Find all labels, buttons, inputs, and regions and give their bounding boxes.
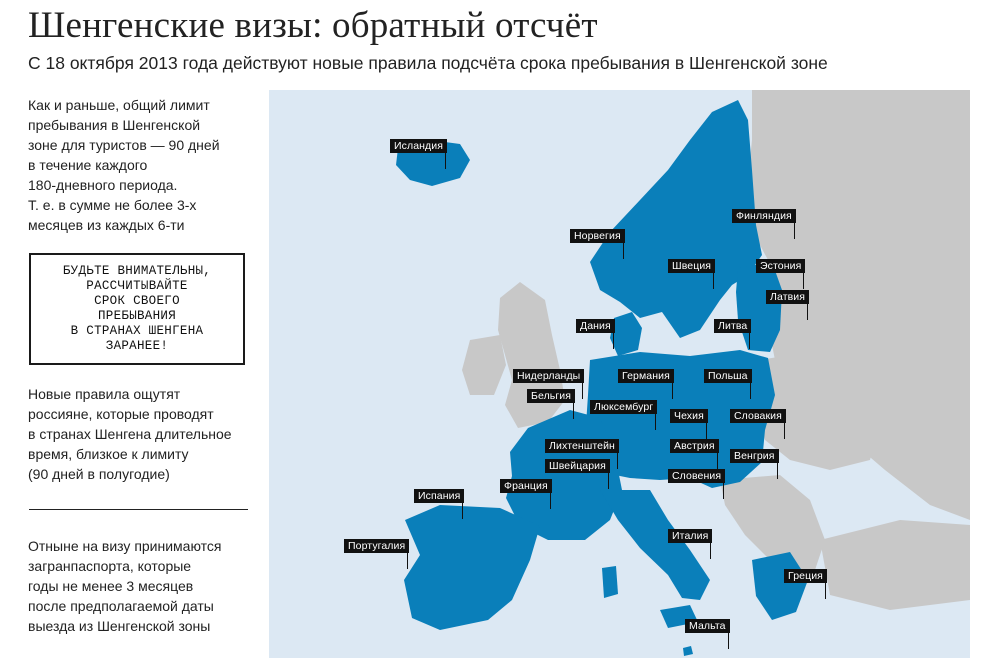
label-pointer-netherlands	[582, 383, 583, 399]
label-pointer-norway	[623, 243, 624, 259]
country-label-france: Франция	[500, 479, 552, 493]
label-pointer-italy	[710, 543, 711, 559]
label-pointer-germany	[672, 383, 673, 399]
country-label-hungary: Венгрия	[730, 449, 779, 463]
country-label-switzerland: Швейцария	[545, 459, 610, 473]
sidebar-divider	[29, 509, 248, 510]
country-label-austria: Австрия	[670, 439, 719, 453]
country-label-netherlands: Нидерланды	[513, 369, 584, 383]
label-pointer-portugal	[407, 553, 408, 569]
label-pointer-austria	[717, 453, 718, 469]
label-pointer-latvia	[807, 304, 808, 320]
label-pointer-france	[550, 493, 551, 509]
label-pointer-greece	[825, 583, 826, 599]
country-label-iceland: Исландия	[390, 139, 447, 153]
label-pointer-estonia	[803, 273, 804, 289]
intro-paragraph: Как и раньше, общий лимит пребывания в Шенгенской зоне для туристов — 90 дней в течение каждого 180-дневного периода. Т. е. в сумме не более 3-х месяцев из каждых 6-ти	[28, 97, 220, 233]
label-pointer-denmark	[613, 333, 614, 349]
page-subtitle: С 18 октября 2013 года действуют новые правила подсчёта срока пребывания в Шенгенской зоне	[28, 53, 828, 73]
country-label-portugal: Португалия	[344, 539, 409, 553]
page-title: Шенгенские визы: обратный отсчёт	[28, 5, 598, 46]
label-pointer-slovakia	[784, 423, 785, 439]
country-label-liechtenstein: Лихтенштейн	[545, 439, 619, 453]
label-pointer-switzerland	[608, 473, 609, 489]
label-pointer-slovenia	[723, 483, 724, 499]
country-label-greece: Греция	[784, 569, 827, 583]
country-label-belgium: Бельгия	[527, 389, 575, 403]
country-label-latvia: Латвия	[766, 290, 809, 304]
country-label-estonia: Эстония	[756, 259, 805, 273]
label-pointer-malta	[728, 633, 729, 649]
label-pointer-luxembourg	[655, 414, 656, 430]
label-pointer-belgium	[573, 403, 574, 419]
country-label-norway: Норвегия	[570, 229, 625, 243]
label-pointer-liechtenstein	[617, 453, 618, 469]
warning-box: БУДЬТЕ ВНИМАТЕЛЬНЫ, РАССЧИТЫВАЙТЕ СРОК СВОЕГО ПРЕБЫВАНИЯ В СТРАНАХ ШЕНГЕНА ЗАРАНЕЕ!	[29, 253, 245, 365]
country-label-germany: Германия	[618, 369, 674, 383]
country-label-sweden: Швеция	[668, 259, 715, 273]
country-label-lithuania: Литва	[714, 319, 751, 333]
country-label-slovakia: Словакия	[730, 409, 786, 423]
country-label-slovenia: Словения	[668, 469, 725, 483]
label-pointer-lithuania	[749, 333, 750, 349]
label-pointer-poland	[750, 383, 751, 399]
passport-paragraph: Отныне на визу принимаются загранпаспорта, которые годы не менее 3 месяцев после предполагаемой даты выезда из Шенгенской зоны	[28, 538, 222, 634]
europe-map	[269, 90, 970, 658]
label-pointer-hungary	[777, 463, 778, 479]
label-pointer-finland	[794, 223, 795, 239]
sardinia-land	[602, 566, 618, 598]
country-label-finland: Финляндия	[732, 209, 796, 223]
country-label-denmark: Дания	[576, 319, 615, 333]
label-pointer-czechia	[706, 423, 707, 439]
country-label-italy: Италия	[668, 529, 712, 543]
label-pointer-spain	[462, 503, 463, 519]
country-label-czechia: Чехия	[670, 409, 708, 423]
label-pointer-iceland	[445, 153, 446, 169]
label-pointer-sweden	[713, 273, 714, 289]
country-label-spain: Испания	[414, 489, 464, 503]
country-label-luxembourg: Люксембург	[590, 400, 657, 414]
country-label-malta: Мальта	[685, 619, 730, 633]
russians-paragraph: Новые правила ощутят россияне, которые проводят в странах Шенгена длительное время, близкое к лимиту (90 дней в полугодие)	[28, 386, 232, 482]
country-label-poland: Польша	[704, 369, 752, 383]
